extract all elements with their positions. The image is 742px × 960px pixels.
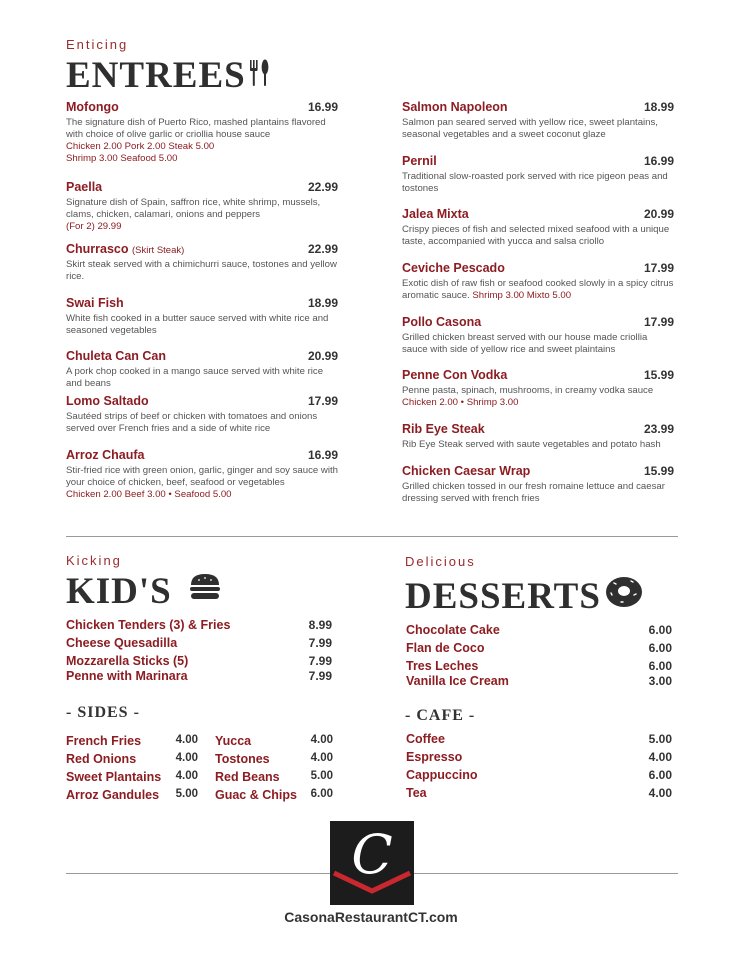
menu-item-title: Ceviche Pescado [402,261,505,275]
menu-item-price: 18.99 [307,296,338,310]
menu-item-description [402,278,674,302]
menu-item-name [402,100,508,114]
menu-item-description-text: Traditional slow-roasted pork served with rice pigeon peas and tostones [402,171,668,194]
menu-item-header [402,464,674,478]
list-item-name: Cappuccino [406,768,478,782]
menu-item-header [66,448,338,462]
list-item-price: 8.99 [308,618,332,632]
menu-item-addons: Chicken 2.00 • Shrimp 3.00 [402,397,519,408]
side-item-name: Tostones [215,752,270,766]
utensils-icon [249,58,271,93]
menu-item-description-text: Signature dish of Spain, saffron rice, white shrimp, mussels, clams, chicken, calamari, onions and peppers [66,197,321,220]
menu-item-description-text: Skirt steak served with a chimichurri sauce, tostones and yellow rice. [66,259,337,282]
menu-item-price: 16.99 [307,100,338,114]
list-item [66,669,332,683]
list-item-price: 4.00 [648,750,672,764]
list-item-name: Chocolate Cake [406,623,500,637]
desserts-kicker: Delicious [405,554,476,569]
logo-letter: C [351,823,393,886]
menu-item-name [66,349,166,363]
menu-item-header [402,207,674,221]
list-item-name: Coffee [406,732,445,746]
menu-item-description [402,171,674,195]
side-item-name: French Fries [66,734,142,748]
menu-item-title: Swai Fish [66,296,124,310]
menu-item [66,296,338,337]
menu-item-description [66,366,338,390]
list-item-price: 7.99 [308,636,332,650]
sides-title: - SIDES - [66,704,140,721]
menu-item-price: 17.99 [307,394,338,408]
menu-item [402,464,674,505]
footer-divider-right [414,873,678,874]
menu-item-name [402,422,485,436]
menu-item [66,394,338,435]
list-item-name: Chicken Tenders (3) & Fries [66,618,231,632]
burger-icon [188,572,222,607]
menu-item-description [402,117,674,141]
menu-item [66,242,338,283]
menu-item-description [66,411,338,435]
menu-item-description [402,332,674,356]
menu-item [402,154,674,195]
donut-icon [604,575,644,614]
menu-item-description-text: White fish cooked in a butter sauce served with white rice and seasoned vegetables [66,313,329,336]
menu-item-description-text: Rib Eye Steak served with saute vegetables and potato hash [402,439,661,450]
desserts-title: DESSERTS [405,576,601,617]
menu-item-description [402,439,674,451]
menu-item-price: 20.99 [643,207,674,221]
menu-item-description [66,259,338,283]
menu-item-header [66,180,338,194]
menu-item [402,315,674,356]
menu-item [66,100,338,165]
menu-item-price: 20.99 [307,349,338,363]
list-item-price: 7.99 [308,669,332,683]
menu-item [402,207,674,248]
menu-item-title: Mofongo [66,100,119,114]
list-item [406,786,672,800]
menu-item-price: 15.99 [643,464,674,478]
menu-item-description [402,481,674,505]
list-item-name: Tres Leches [406,659,479,673]
menu-item-name [66,100,119,114]
menu-item-price: 18.99 [643,100,674,114]
list-item-price: 7.99 [308,654,332,668]
menu-item-description-text: Exotic dish of raw fish or seafood cooked slowly in a spicy citrus aromatic sauce. [402,278,674,301]
menu-item-name [402,315,481,329]
list-item-name: Flan de Coco [406,641,485,655]
menu-item [402,422,674,451]
menu-item [66,349,338,390]
list-item-price: 6.00 [648,623,672,637]
menu-item-name [66,180,102,194]
list-item-price: 3.00 [648,674,672,688]
side-item-price: 4.00 [175,770,198,782]
menu-item-header [402,100,674,114]
side-item-price: 4.00 [310,734,333,746]
menu-item-description [66,197,338,221]
menu-item-description [402,224,674,248]
menu-item-title: Churrasco [66,242,129,256]
menu-item-price: 16.99 [643,154,674,168]
menu-item [66,448,338,501]
entrees-title: ENTREES [66,55,246,96]
menu-item-description-text: Salmon pan seared served with yellow rice, sweet plantains, seasonal vegetables and a sweet coconut glaze [402,117,658,140]
side-item-name: Guac & Chips [215,788,297,802]
menu-item-description-text: Stir-fried rice with green onion, garlic, ginger and soy sauce with your choice of chicken, beef, seafood or vegetables [66,465,338,488]
website-link[interactable]: CasonaRestaurantCT.com [284,909,458,925]
menu-item-title: Lomo Saltado [66,394,149,408]
menu-item [402,368,674,409]
side-item-name: Red Onions [66,752,137,766]
menu-item-name [402,207,469,221]
menu-item [402,100,674,141]
menu-item-title: Jalea Mixta [402,207,469,221]
list-item [406,750,672,764]
side-item-price: 4.00 [310,752,333,764]
menu-item-header [66,349,338,363]
menu-item-header [66,296,338,310]
kids-kicker: Kicking [66,553,122,568]
menu-item-title: Pollo Casona [402,315,482,329]
menu-item-description [66,313,338,337]
menu-item-price: 15.99 [643,368,674,382]
menu-item-name [66,296,124,310]
menu-item [402,261,674,302]
menu-item-title: Penne Con Vodka [402,368,508,382]
menu-item-description-text: A pork chop cooked in a mango sauce served with white rice and beans [66,366,324,389]
menu-item-title: Chuleta Can Can [66,349,167,363]
menu-item-price: 16.99 [307,448,338,462]
list-item-price: 6.00 [648,659,672,673]
list-item-name: Tea [406,786,427,800]
menu-item-title: Rib Eye Steak [402,422,485,436]
menu-item-addons: Chicken 2.00 Beef 3.00 • Seafood 5.00 [66,489,232,500]
menu-item-addons: Chicken 2.00 Pork 2.00 Steak 5.00 [66,141,215,152]
list-item-name: Espresso [406,750,463,764]
menu-item-price: 17.99 [643,315,674,329]
cafe-title: - CAFE - [405,707,476,724]
list-item-price: 4.00 [648,786,672,800]
menu-item-header [402,368,674,382]
menu-item-name [402,154,437,168]
list-item-price: 6.00 [648,768,672,782]
menu-item-title: Salmon Napoleon [402,100,508,114]
list-item-name: Cheese Quesadilla [66,636,178,650]
menu-item-name [402,368,507,382]
footer-divider-left [66,873,330,874]
menu-item-description-text: The signature dish of Puerto Rico, mashed plantains flavored with choice of olive garlic or criollia house sauce [66,117,326,140]
list-item [406,768,672,782]
side-item-price: 5.00 [175,788,198,800]
menu-item-description-text: Penne pasta, spinach, mushrooms, in creamy vodka sauce [402,385,654,396]
menu-item-title: Arroz Chaufa [66,448,145,462]
menu-item-header [402,261,674,275]
side-item-name: Yucca [215,734,252,748]
menu-item [66,180,338,233]
list-item [406,674,672,688]
menu-item-note: (Skirt Steak) [132,245,185,256]
side-item-name: Arroz Gandules [66,788,160,802]
menu-item-description-text: Crispy pieces of fish and selected mixed seafood with a unique taste, accompanied with yucca and salsa criollo [402,224,670,247]
list-item [406,641,672,655]
list-item [66,636,332,650]
menu-item-addons: (For 2) 29.99 [66,221,122,232]
side-item-price: 6.00 [310,788,333,800]
entrees-kicker: Enticing [66,37,129,52]
list-item-name: Penne with Marinara [66,669,188,683]
side-item-name: Sweet Plantains [66,770,162,784]
list-item [406,623,672,637]
menu-item-addons: Shrimp 3.00 Seafood 5.00 [66,153,178,164]
menu-item-name [402,261,505,275]
list-item [406,659,672,673]
menu-item-title: Pernil [402,154,437,168]
side-item-price: 4.00 [175,734,198,746]
menu-item-price: 22.99 [307,180,338,194]
menu-item-description [402,385,674,397]
menu-item-header [66,242,338,256]
menu-item-description [66,465,338,489]
menu-item-name [66,448,144,462]
menu-item-price: 23.99 [643,422,674,436]
list-item [66,618,332,632]
menu-item-header [402,422,674,436]
menu-item-title: Paella [66,180,103,194]
side-item-price: 4.00 [175,752,198,764]
list-item [406,732,672,746]
side-item-price: 5.00 [310,770,333,782]
menu-item-description-text: Grilled chicken tossed in our fresh romaine lettuce and caesar dressing served with french fries [402,481,665,504]
menu-item-price: 22.99 [307,242,338,256]
menu-item-description-text: Sautéed strips of beef or chicken with tomatoes and onions served over French fries and a side of white rice [66,411,318,434]
menu-item-name [402,464,530,478]
menu-item-price: 17.99 [643,261,674,275]
menu-item-header [402,154,674,168]
list-item-price: 6.00 [648,641,672,655]
kids-title: KID'S [66,571,172,612]
side-item-name: Red Beans [215,770,280,784]
menu-item-title: Chicken Caesar Wrap [402,464,531,478]
menu-item-header [66,100,338,114]
list-item-price: 5.00 [648,732,672,746]
menu-item-description-text: Grilled chicken breast served with our house made criollia sauce with side of yellow rice and sweet plaintains [402,332,648,355]
section-divider [66,536,678,537]
menu-item-name [66,394,149,408]
menu-item-header [402,315,674,329]
menu-item-header [66,394,338,408]
menu-item-addons: Shrimp 3.00 Mixto 5.00 [472,290,572,301]
casona-logo [330,821,414,905]
menu-item-description [66,117,338,141]
list-item-name: Vanilla Ice Cream [406,674,509,688]
list-item-name: Mozzarella Sticks (5) [66,654,189,668]
menu-item-name [66,242,184,256]
list-item [66,654,332,668]
